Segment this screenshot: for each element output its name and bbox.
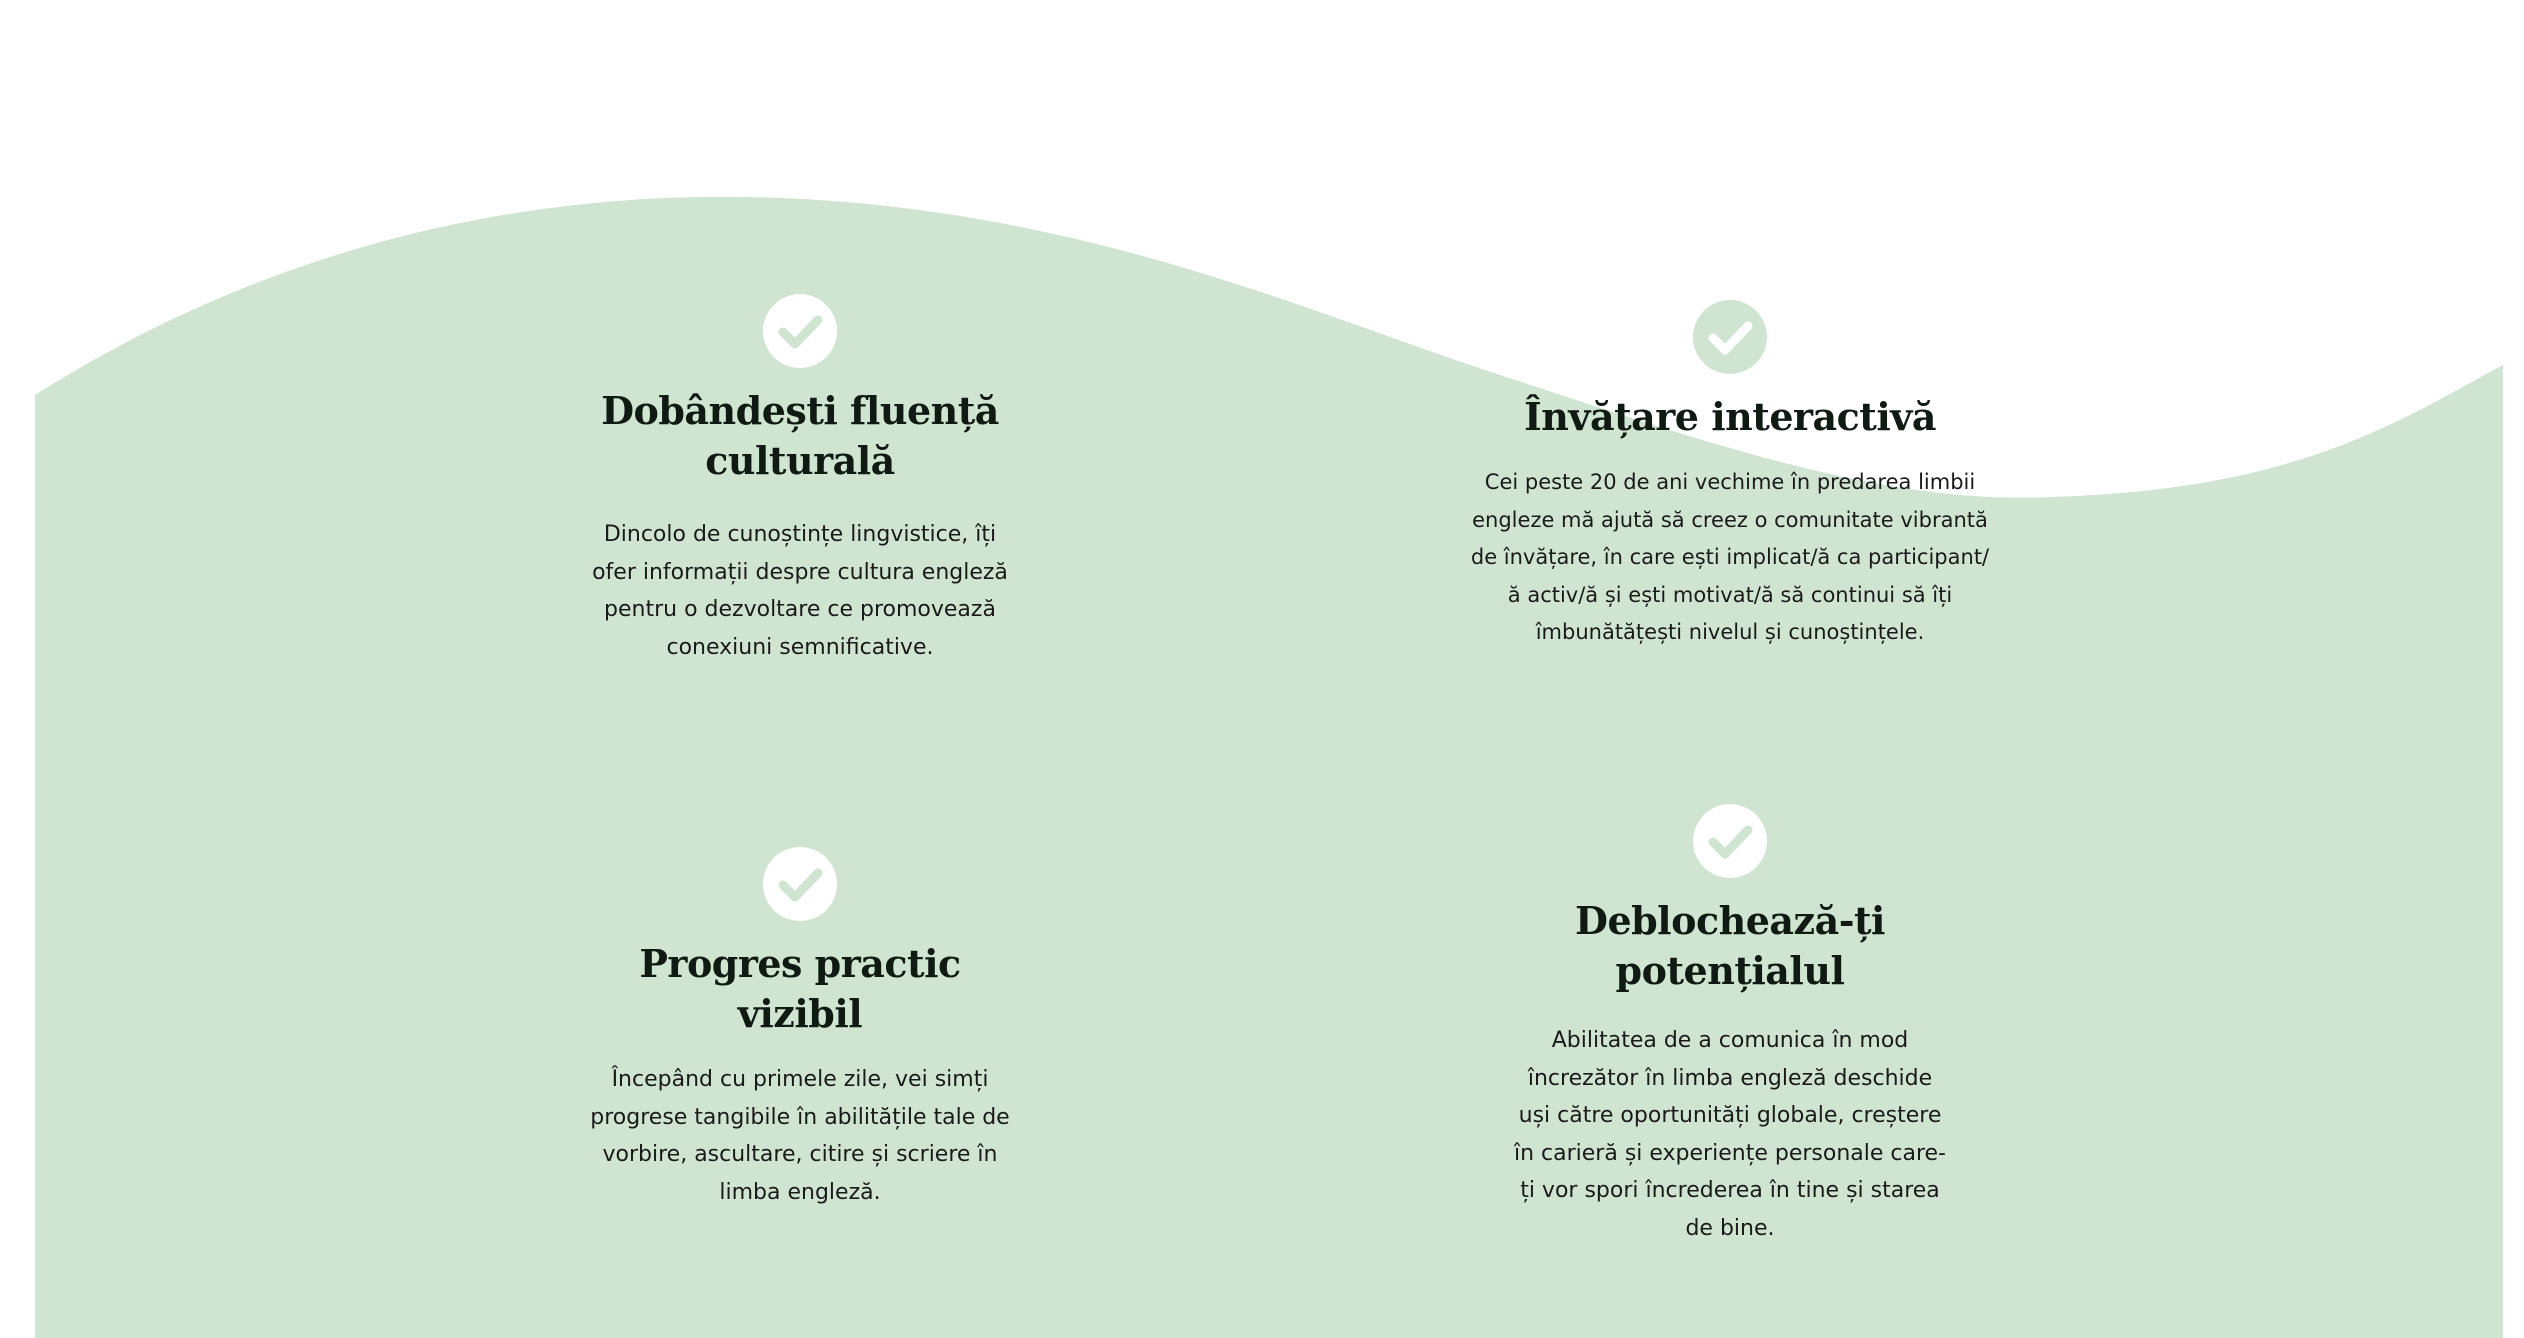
feature-description: Abilitatea de a comunica în mod încrezător în limba engleză deschide uși către oportunități globale, creștere în carieră și experiențe personale care-ți vor spori încrederea în tine și starea de bine. [1513,1028,1946,1241]
feature-card-cultural-fluency [590,292,1010,666]
feature-card-visible-progress [590,845,1010,1211]
feature-title: Progres practic vizibil [639,941,961,1036]
check-badge-icon [761,845,839,923]
feature-title: Dobândești fluență culturală [601,388,999,483]
feature-description: Dincolo de cunoștințe lingvistice, îți ofer informații despre cultura engleză pentru o dezvoltare ce promovează conexiuni semnificative. [592,522,1008,660]
feature-title: Deblochează-ți potențialul [1574,898,1885,993]
feature-title: Învățare interactivă [1524,394,1936,439]
feature-card-interactive-learning [1470,298,1990,652]
check-badge-icon [761,292,839,370]
feature-description: Începând cu primele zile, vei simți progrese tangibile în abilitățile tale de vorbire, ascultare, citire și scriere în limba engleză. [590,1067,1010,1205]
check-badge-icon [1691,802,1769,880]
feature-card-unlock-potential [1470,802,1990,1247]
check-badge-icon [1691,298,1769,376]
feature-description: Cei peste 20 de ani vechime în predarea limbii engleze mă ajută să creez o comunitate vibrantă de învățare, în care ești implicat/ă ca participant/ă activ/ă și ești motivat/ă să continui să îți îmbunătățești nivelul și cunoștințele. [1470,470,1990,644]
